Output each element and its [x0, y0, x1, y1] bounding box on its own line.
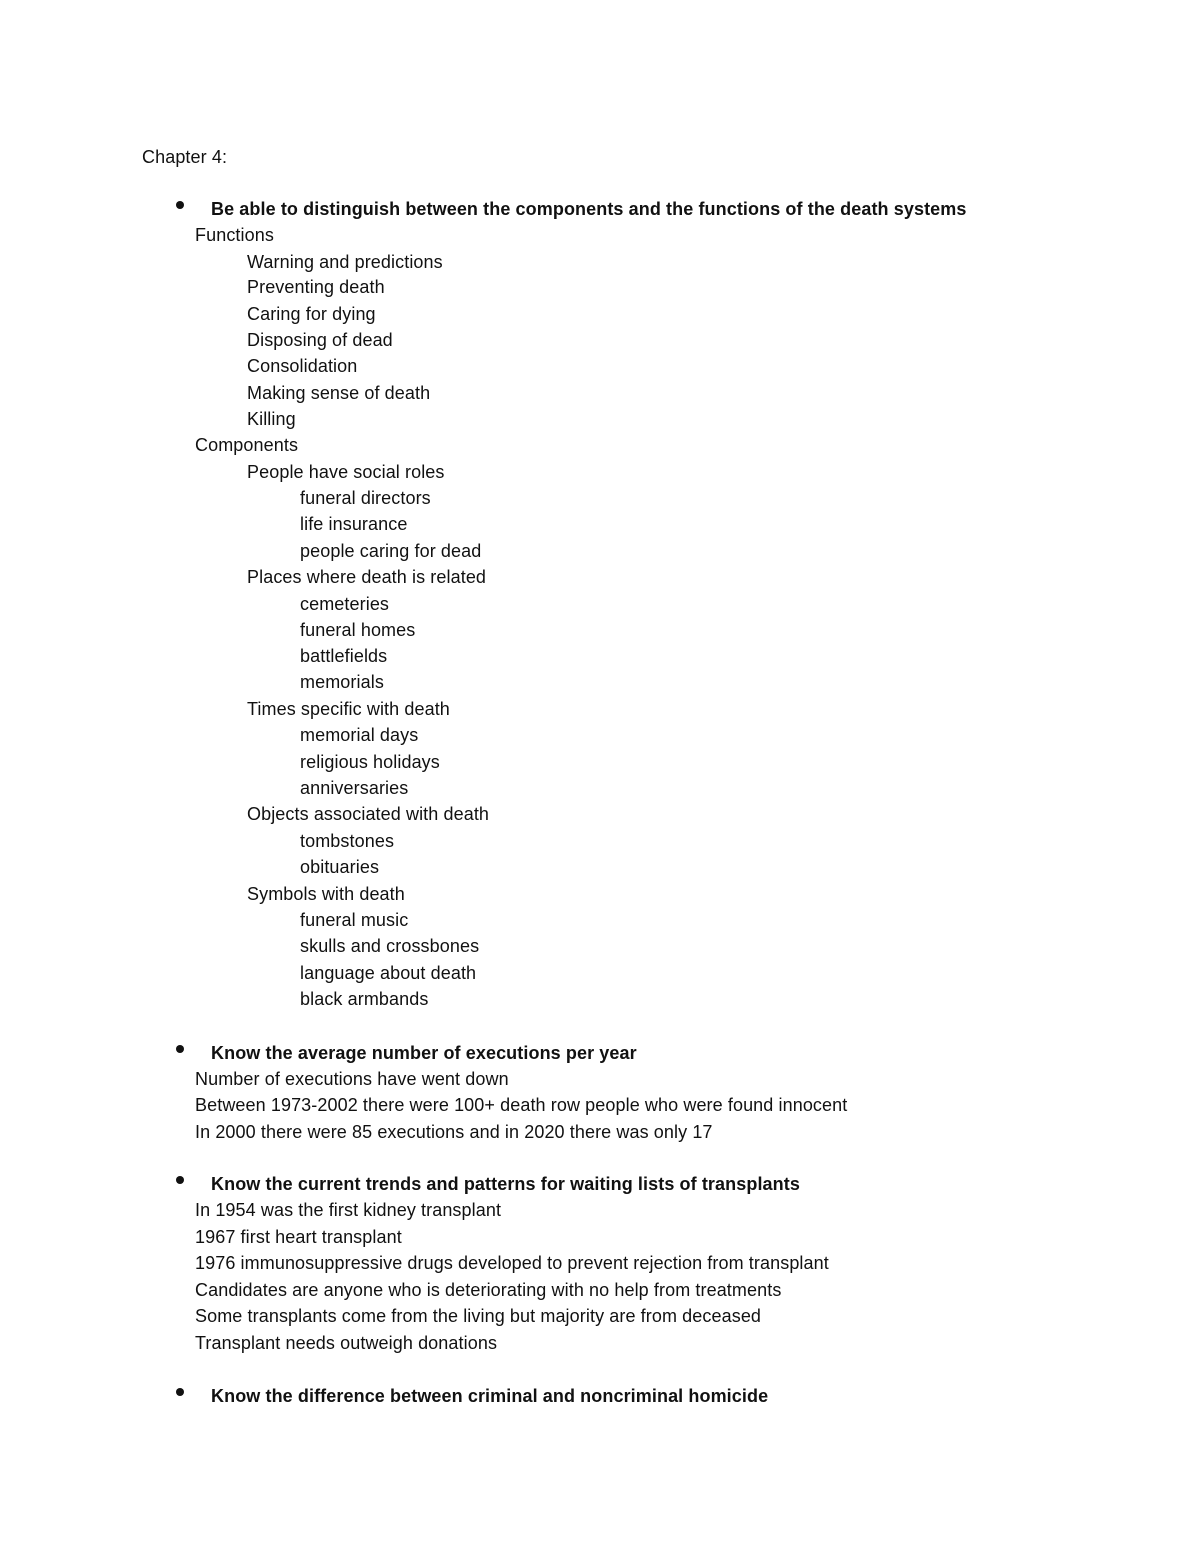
function-item: Killing: [247, 409, 296, 429]
section-line: Some transplants come from the living but majority are from deceased: [195, 1306, 762, 1326]
section-heading-death-systems: Be able to distinguish between the components and the functions of the death systems: [211, 199, 967, 219]
bullet-icon: [176, 1176, 184, 1184]
section-line: 1967 first heart transplant: [195, 1227, 402, 1247]
chapter-title: Chapter 4:: [142, 147, 228, 167]
component-item: obituaries: [300, 857, 380, 877]
component-item: life insurance: [300, 514, 408, 534]
component-label: Places where death is related: [247, 567, 487, 587]
section-line: In 2000 there were 85 executions and in 2020 there was only 17: [195, 1122, 713, 1142]
component-label: Objects associated with death: [247, 804, 490, 824]
bullet-icon: [176, 201, 184, 209]
section-line: Candidates are anyone who is deteriorating with no help from treatments: [195, 1280, 782, 1300]
components-label: Components: [195, 435, 299, 455]
component-item: tombstones: [300, 831, 395, 851]
section-line: Between 1973-2002 there were 100+ death row people who were found innocent: [195, 1095, 848, 1115]
section-line: Number of executions have went down: [195, 1069, 509, 1089]
component-label: Symbols with death: [247, 884, 405, 904]
component-label: People have social roles: [247, 462, 445, 482]
bullet-icon: [176, 1388, 184, 1396]
component-item: memorials: [300, 672, 384, 692]
component-item: anniversaries: [300, 778, 409, 798]
function-item: Preventing death: [247, 277, 385, 297]
component-label: Times specific with death: [247, 699, 450, 719]
function-item: Disposing of dead: [247, 330, 393, 350]
section-line: Transplant needs outweigh donations: [195, 1333, 498, 1353]
function-item: Making sense of death: [247, 383, 431, 403]
function-item: Warning and predictions: [247, 252, 443, 272]
component-item: skulls and crossbones: [300, 936, 480, 956]
component-item: funeral music: [300, 910, 409, 930]
section-heading-homicide: Know the difference between criminal and noncriminal homicide: [211, 1386, 769, 1406]
section-line: 1976 immunosuppressive drugs developed to prevent rejection from transplant: [195, 1253, 829, 1273]
bullet-icon: [176, 1045, 184, 1053]
component-item: battlefields: [300, 646, 388, 666]
function-item: Consolidation: [247, 356, 358, 376]
functions-label: Functions: [195, 225, 274, 245]
component-item: people caring for dead: [300, 541, 482, 561]
section-line: In 1954 was the first kidney transplant: [195, 1200, 502, 1220]
component-item: funeral homes: [300, 620, 416, 640]
section-heading-executions: Know the average number of executions per year: [211, 1043, 637, 1063]
component-item: religious holidays: [300, 752, 440, 772]
section-heading-transplants: Know the current trends and patterns for waiting lists of transplants: [211, 1174, 800, 1194]
component-item: cemeteries: [300, 594, 390, 614]
component-item: language about death: [300, 963, 477, 983]
component-item: black armbands: [300, 989, 429, 1009]
component-item: memorial days: [300, 725, 419, 745]
component-item: funeral directors: [300, 488, 431, 508]
function-item: Caring for dying: [247, 304, 376, 324]
